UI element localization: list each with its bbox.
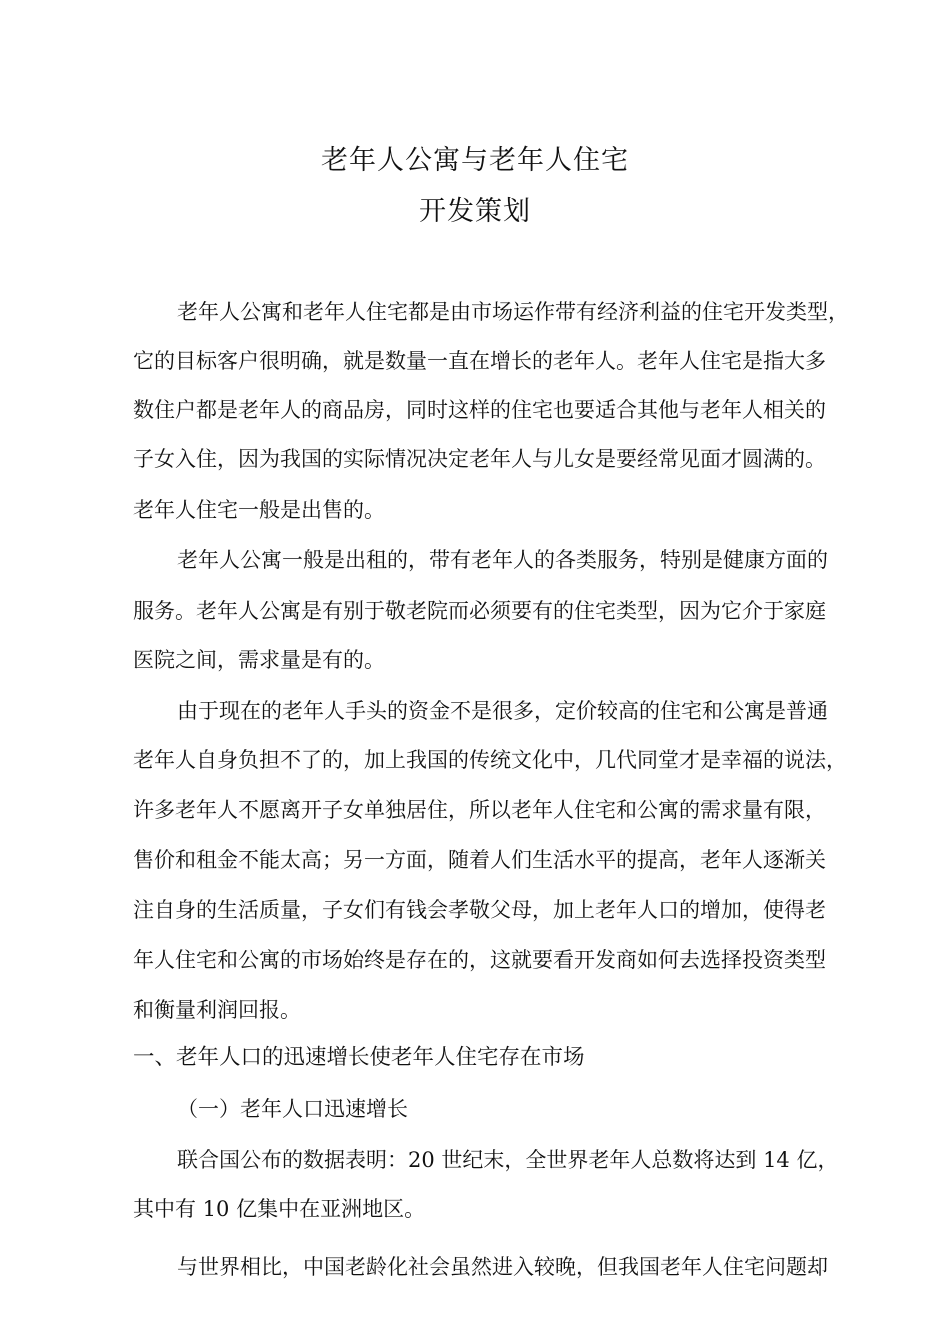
paragraph-line: 医院之间，需求量是有的。 <box>133 648 385 672</box>
document-subtitle: 开发策划 <box>419 196 531 227</box>
paragraph-line: 与世界相比，中国老龄化社会虽然进入较晚，但我国老年人住宅问题却 <box>177 1255 828 1279</box>
paragraph-line: 售价和租金不能太高；另一方面，随着人们生活水平的提高，老年人逐渐关 <box>133 848 826 872</box>
paragraph-line: 由于现在的老年人手头的资金不是很多，定价较高的住宅和公寓是普通 <box>177 699 828 723</box>
paragraph-line: 它的目标客户很明确，就是数量一直在增长的老年人。老年人住宅是指大多 <box>133 349 826 373</box>
paragraph-line: 注自身的生活质量，子女们有钱会孝敬父母，加上老年人口的增加，使得老 <box>133 898 826 922</box>
paragraph-line: 数住户都是老年人的商品房，同时这样的住宅也要适合其他与老年人相关的 <box>133 398 826 422</box>
paragraph-line: 许多老年人不愿离开子女单独居住，所以老年人住宅和公寓的需求量有限， <box>133 798 826 822</box>
document-title: 老年人公寓与老年人住宅 <box>321 145 629 176</box>
paragraph-line: 老年人自身负担不了的，加上我国的传统文化中，几代同堂才是幸福的说法， <box>133 748 847 772</box>
paragraph-line: 老年人公寓和老年人住宅都是由市场运作带有经济利益的住宅开发类型， <box>177 300 849 324</box>
paragraph-line: 老年人公寓一般是出租的，带有老年人的各类服务，特别是健康方面的 <box>177 548 828 572</box>
paragraph-line: 老年人住宅一般是出售的。 <box>133 498 385 522</box>
subsection-heading: （一）老年人口迅速增长 <box>177 1097 408 1121</box>
paragraph-line: 子女入住，因为我国的实际情况决定老年人与儿女是要经常见面才圆满的。 <box>133 447 826 471</box>
paragraph-line: 和衡量利润回报。 <box>133 998 301 1022</box>
section-heading: 一、老年人口的迅速增长使老年人住宅存在市场 <box>133 1045 585 1070</box>
paragraph-line: 联合国公布的数据表明：20 世纪末，全世界老年人总数将达到 14 亿， <box>177 1148 839 1172</box>
paragraph-line: 服务。老年人公寓是有别于敬老院而必须要有的住宅类型，因为它介于家庭 <box>133 599 826 623</box>
paragraph-line: 其中有 10 亿集中在亚洲地区。 <box>133 1197 426 1221</box>
paragraph-line: 年人住宅和公寓的市场始终是存在的，这就要看开发商如何去选择投资类型 <box>133 948 826 972</box>
